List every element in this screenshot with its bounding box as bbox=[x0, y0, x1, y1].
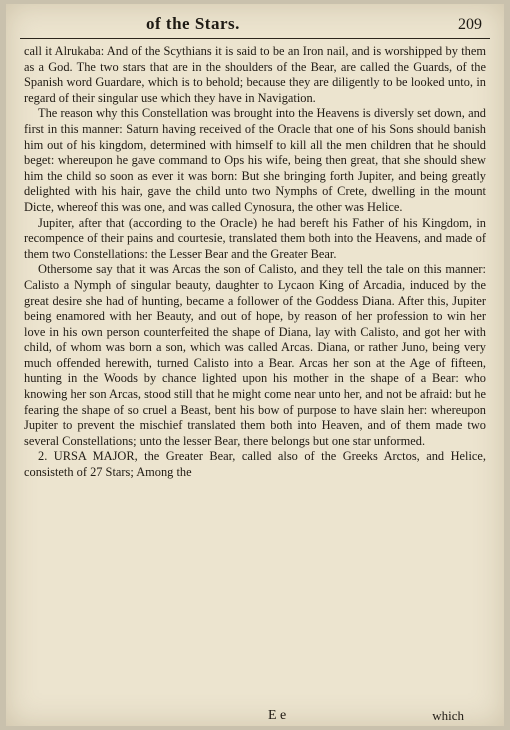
paragraph-3: Jupiter, after that (according to the Oracle) he had bereft his Father of his Kingdom, in recompence of their pains and courtesie, translated them both into the Heavens, and made of them two Constellations: the Lesser Bear and the Greater Bear. bbox=[24, 215, 486, 261]
page-header bbox=[6, 14, 504, 38]
page-number: 209 bbox=[458, 16, 482, 33]
paragraph-2: The reason why this Constellation was brought into the Heavens is diversly set down, and first in this manner: Saturn having received of the Oracle that one of his Sons should banish him out of his kingdom, determined with himself to kill all the men children that he should beget: whereupon he gave command to Ops his wife, being then great, that she should shew him the child so soon as ever it was born: But she bringing forth Jupiter, and being greatly delighted with his hair, gave the child unto two Nymphs of Crete, dwelling in the mount Dicte, whereof this was one, and was called Cynosura, the other was Helice. bbox=[24, 106, 486, 214]
book-page bbox=[6, 4, 504, 726]
catchword: which bbox=[432, 708, 464, 723]
page-body bbox=[24, 44, 486, 481]
header-rule bbox=[20, 38, 490, 39]
paragraph-1: call it Alrukaba: And of the Scythians it is said to be an Iron nail, and is worshipped by them as a God. The two stars that are in the shoulders of the Bear, are called the Guards, of the Spanish word Guardare, which is to behold; because they are diligently to be looked unto, in regard of their singular use which they have in Navigation. bbox=[24, 44, 486, 105]
running-head: of the Stars. bbox=[146, 14, 240, 33]
paragraph-5: 2. URSA MAJOR, the Greater Bear, called also of the Greeks Arctos, and Helice, consisteth of 27 Stars; Among the bbox=[24, 449, 486, 480]
signature-mark: E e bbox=[268, 708, 287, 723]
page-footer bbox=[6, 708, 504, 726]
paragraph-4: Othersome say that it was Arcas the son of Calisto, and they tell the tale on this manner: Calisto a Nymph of singular beauty, daughter to Lycaon King of Arcadia, induced by the great desire she had of hunting, became a follower of the Goddess Diana. After this, Jupiter being enamored with her Beauty, and out of hope, by reason of her profession to win her love in his own person counterfeited the shape of Diana, lay with Calisto, and got her with child, of whom was born a son, which was called Arcas. Diana, or rather Juno, being very much offended herewith, turned Calisto into a Bear. Arcas her son at the Age of fifteen, hunting in the Woods by chance lighted upon his mother in the shape of a Bear: who knowing her son Arcas, stood still that he might come near unto her, and not be afraid: but he fearing the shape of so cruel a Beast, bent his bow of purpose to have slain her: whereupon Jupiter to prevent the mischief translated them both into Heaven, and of them made two several Constellations; unto the lesser Bear, there belongs but one star unformed. bbox=[24, 262, 486, 448]
